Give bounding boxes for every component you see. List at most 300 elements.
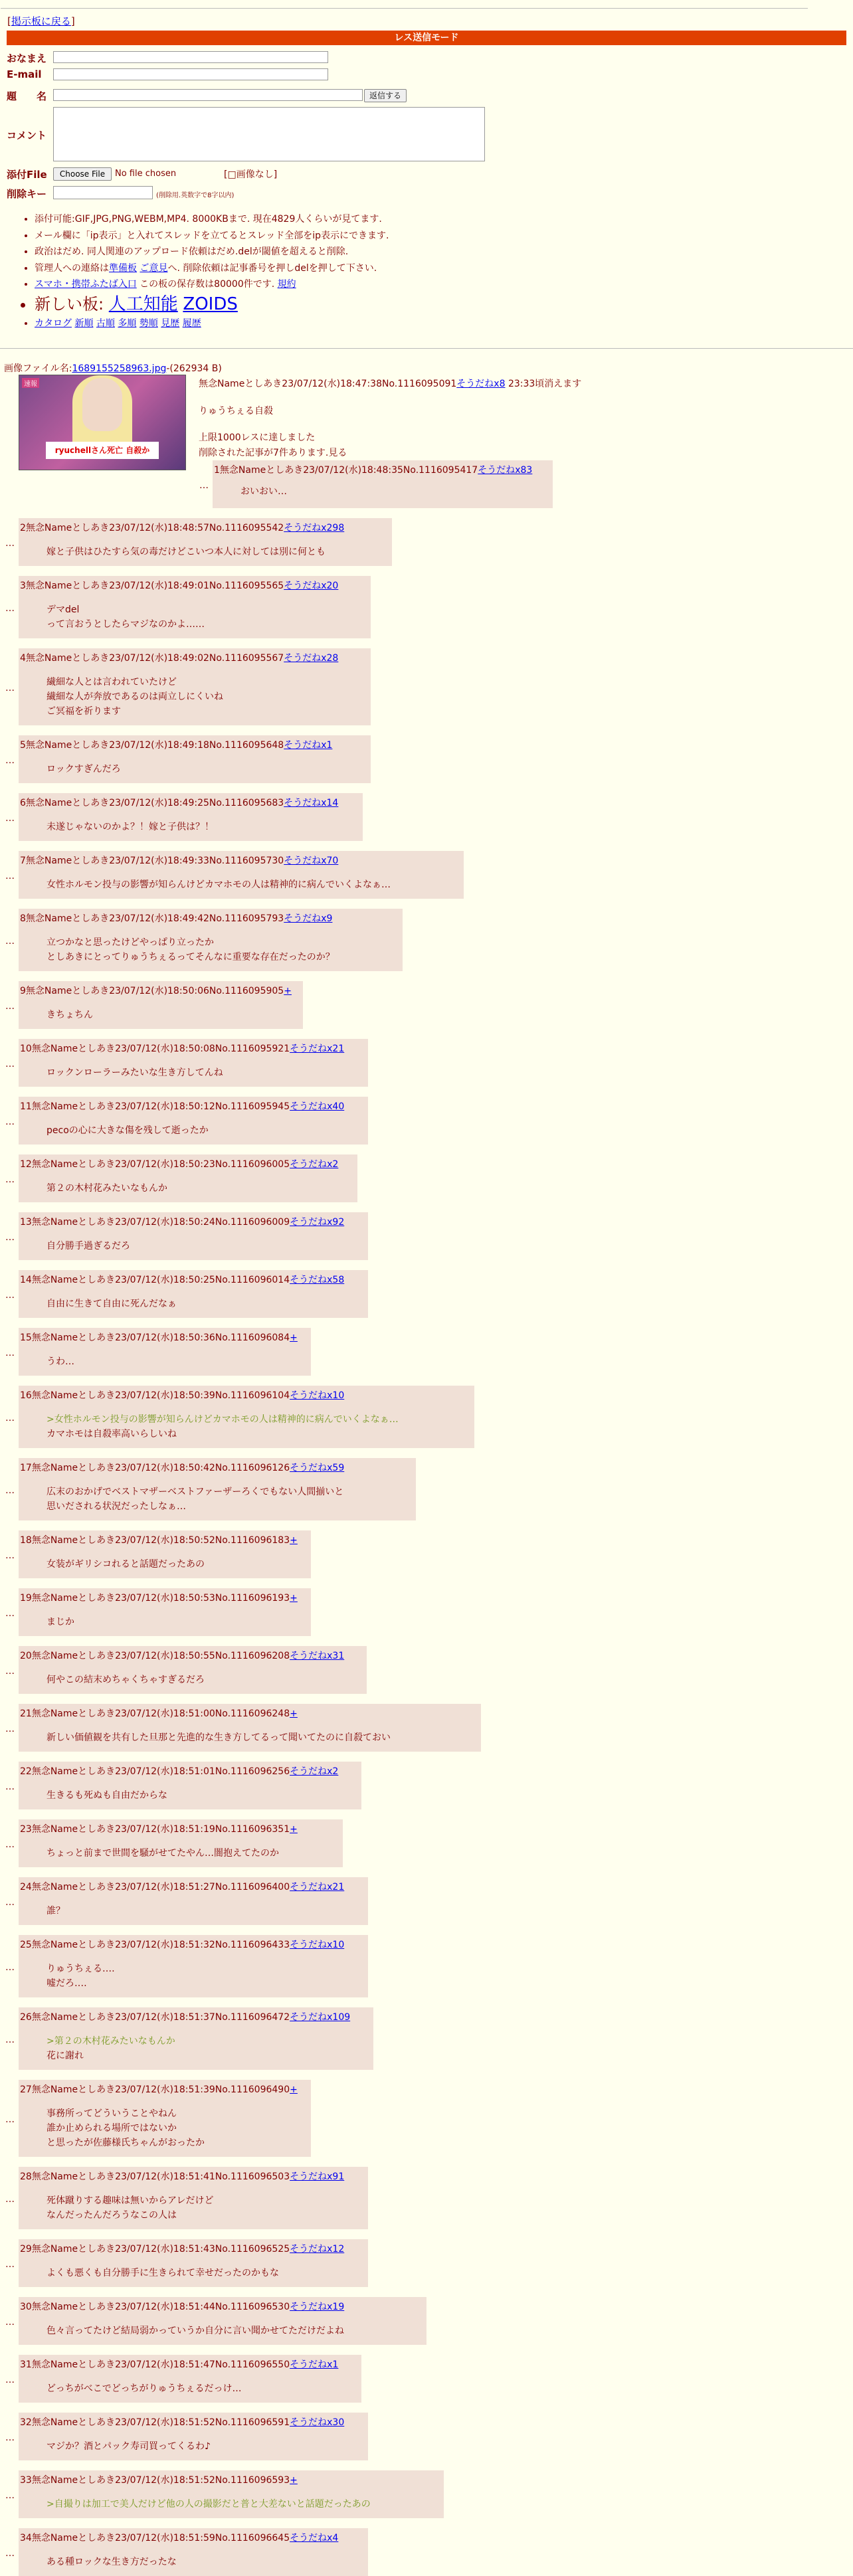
reply-meta[interactable]: 無念Nameとしあき23/07/12(水)18:51:00No.1116096248 xyxy=(31,1708,290,1719)
reply-marker: … xyxy=(5,936,15,947)
reply-post xyxy=(19,1212,368,1260)
reply-marker: … xyxy=(5,871,15,881)
sodane-link[interactable]: そうだねx30 xyxy=(290,2417,345,2428)
reply-post xyxy=(19,1386,474,1448)
info-item: • メール欄に「ip表示」と入れてスレッドを立てるとスレッド全部をip表示にできます. xyxy=(35,228,684,244)
reply-post xyxy=(19,1588,311,1636)
reply-body-line: どっちがべこでどっちがりゅうちぇるだっけ… xyxy=(47,2383,242,2394)
sodane-link[interactable]: + xyxy=(290,1333,298,1343)
board-info xyxy=(20,211,684,331)
reply-body-line: 嫁と子供はひたすら気の毒だけどこいつ本人に対しては別に何とも xyxy=(47,547,326,557)
reply-marker: … xyxy=(5,2114,15,2125)
reply-meta[interactable]: 無念Nameとしあき23/07/12(水)18:51:01No.1116096256 xyxy=(31,1766,290,1777)
prep-board-link[interactable]: 準備板 xyxy=(109,262,137,274)
thumb-caption: ryuchellさん死亡 自殺か xyxy=(46,442,159,459)
quote-text: >自撮りは加工で美人だけど他の人の撮影だと普と大差ないと話題だったあの xyxy=(47,2499,371,2510)
reply-marker: … xyxy=(5,2375,15,2385)
no-image-checkbox[interactable]: [□画像なし] xyxy=(224,169,278,180)
reply-meta[interactable]: 無念Nameとしあき23/07/12(水)18:48:57No.1116095542 xyxy=(25,523,284,533)
thumb-tag: 速報 xyxy=(22,378,39,388)
reply-header xyxy=(20,651,338,664)
reply-marker: … xyxy=(5,1413,15,1424)
reply-number: 33 xyxy=(20,2475,32,2486)
board-links xyxy=(35,316,684,332)
reply-body-line: よくも悪くも自分勝手に生きられて幸せだったのかもな xyxy=(47,2268,279,2278)
reply-body-line: 花に謝れ xyxy=(47,2051,84,2061)
reply-body-line: って言おうとしたらマジなのかよ…… xyxy=(47,619,205,630)
sodane-link[interactable]: そうだねx70 xyxy=(284,856,339,866)
reply-number: 12 xyxy=(20,1159,32,1170)
op-header: 無念Nameとしあき23/07/12(水)18:47:38No.1116095091そうだねx8 23:33頃消えます xyxy=(199,379,582,389)
op-body-line: りゅうちぇる自殺 xyxy=(199,406,273,416)
sort-many-link[interactable]: 多順 xyxy=(118,318,137,329)
reply-body-line: 誰？ xyxy=(47,1906,65,1916)
image-file-link[interactable]: 1689155258963.jpg xyxy=(72,363,167,374)
reply-number: 13 xyxy=(20,1217,32,1228)
reply-header xyxy=(20,2531,338,2544)
reply-body-line: 女性ホルモン投与の影響が知らんけどカマホモの人は精神的に病んでいくよなぁ… xyxy=(47,879,391,890)
reply-header xyxy=(20,1215,344,1228)
reply-number: 27 xyxy=(20,2084,32,2095)
sort-momentum-link[interactable]: 勢順 xyxy=(139,318,158,329)
board-ai-link[interactable]: 人工知能 xyxy=(108,294,178,314)
email-label: E-mail xyxy=(7,68,42,80)
reply-marker: … xyxy=(5,2035,15,2045)
reply-marker: … xyxy=(5,1232,15,1243)
reply-marker: … xyxy=(5,2548,15,2559)
reply-number: 32 xyxy=(20,2417,32,2428)
reply-header xyxy=(20,1461,344,1474)
reply-post xyxy=(19,1097,368,1145)
reply-post xyxy=(19,2470,444,2518)
reply-body-line: カマホモは自殺率高いらしいね xyxy=(47,1429,177,1439)
subject-input[interactable] xyxy=(53,89,363,101)
sodane-link[interactable]: そうだねx14 xyxy=(284,798,339,808)
reply-meta[interactable]: 無念Nameとしあき23/07/12(水)18:51:52No.1116096593 xyxy=(31,2475,290,2486)
reply-post xyxy=(19,2355,361,2403)
reply-body-line: pecoの心に大きな傷を残して逝ったか xyxy=(47,1125,209,1136)
reply-meta[interactable]: 無念Nameとしあき23/07/12(水)18:51:32No.1116096433 xyxy=(31,1940,290,1950)
sodane-link[interactable]: そうだねx2 xyxy=(290,1159,339,1170)
reply-meta[interactable]: 無念Nameとしあき23/07/12(水)18:49:42No.1116095793 xyxy=(25,913,284,924)
reply-marker: … xyxy=(5,1001,15,1012)
reply-marker: … xyxy=(5,1174,15,1185)
delete-key-label: 削除キー xyxy=(7,188,47,200)
reply-post xyxy=(19,851,464,899)
reply-body-line: ある種ロックな生き方だったな xyxy=(47,2557,177,2567)
sodane-link[interactable]: そうだねx1 xyxy=(284,740,333,751)
reply-meta[interactable]: 無念Nameとしあき23/07/12(水)18:50:53No.1116096193 xyxy=(31,1593,290,1604)
sort-new-link[interactable]: 新順 xyxy=(74,318,94,329)
back-nav: [掲示板に戻る] xyxy=(7,15,75,27)
reply-header xyxy=(20,984,292,997)
reply-post xyxy=(19,735,371,783)
sodane-link[interactable]: そうだねx10 xyxy=(290,1940,345,1950)
reply-number: 7 xyxy=(20,856,26,866)
name-label: おなまえ xyxy=(7,52,47,64)
reply-body-line: 女装がギリシコれると話題だったあの xyxy=(47,1559,205,1570)
reply-meta[interactable]: 無念Nameとしあき23/07/12(水)18:50:24No.1116096009 xyxy=(31,1217,290,1228)
sodane-link[interactable]: + xyxy=(290,1535,298,1546)
reply-header xyxy=(20,1331,298,1344)
reply-marker: … xyxy=(5,1290,15,1301)
reply-marker: … xyxy=(5,538,15,549)
reply-body-line: 未遂じゃないのかよ？！嫁と子供は？！ xyxy=(47,822,214,832)
reply-number: 25 xyxy=(20,1940,32,1950)
new-boards: • 新しい板: 人工知能 ZOIDS xyxy=(35,293,684,316)
reply-number: 3 xyxy=(20,581,26,591)
reply-number: 14 xyxy=(20,1275,32,1285)
reply-marker: … xyxy=(5,1724,15,1734)
reply-body-line: 嘘だろ‥‥ xyxy=(47,1978,87,1989)
reply-meta[interactable]: 無念Nameとしあき23/07/12(水)18:49:18No.1116095648 xyxy=(25,740,284,751)
reply-body-line: 誰か止められる場所ではないか xyxy=(47,2123,177,2134)
reply-post xyxy=(19,2528,368,2576)
reply-mode-banner: レス送信モード xyxy=(7,31,846,45)
rules-link[interactable]: 規約 xyxy=(277,279,296,290)
name-input[interactable] xyxy=(53,51,328,63)
sodane-link[interactable]: そうだねx8 xyxy=(456,379,506,389)
info-item: • 添付可能:GIF,JPG,PNG,WEBM,MP4. 8000KBまで. 現在4829人くらいが見てます. xyxy=(35,211,684,228)
image-filename: 画像ファイル名:1689155258963.jpg-(262934 B) xyxy=(4,363,222,374)
reply-marker: … xyxy=(5,2194,15,2205)
reply-post xyxy=(19,2167,368,2229)
reply-marker: … xyxy=(5,1608,15,1619)
sodane-link[interactable]: そうだねx21 xyxy=(290,1044,345,1054)
reply-post xyxy=(19,2239,368,2287)
file-label: 添付File xyxy=(7,169,47,181)
sort-old-link[interactable]: 古順 xyxy=(96,318,115,329)
reply-header xyxy=(20,1649,344,1662)
reply-body-line: りゅうちぇる‥‥ xyxy=(47,1964,115,1974)
sodane-link[interactable]: そうだねx1 xyxy=(290,2359,339,2370)
reply-post xyxy=(19,518,392,566)
sodane-link[interactable]: そうだねx31 xyxy=(290,1651,345,1661)
sodane-link[interactable]: そうだねx4 xyxy=(290,2533,339,2543)
choose-file-button[interactable]: Choose File xyxy=(53,167,112,181)
reply-header xyxy=(20,579,338,592)
reply-post xyxy=(19,1530,311,1578)
reply-number: 11 xyxy=(20,1101,32,1112)
reply-post xyxy=(19,1877,368,1925)
reply-header xyxy=(20,2300,344,2313)
reply-number: 15 xyxy=(20,1333,32,1343)
board-zoids-link[interactable]: ZOIDS xyxy=(183,294,238,314)
op-body-line: 上限1000レスに達しました xyxy=(199,432,316,443)
sodane-link[interactable]: + xyxy=(290,1824,298,1835)
reply-body-line: としあきにとってりゅうちぇるってそんなに重要な存在だったのか？ xyxy=(47,952,335,963)
info-item: • 政治はだめ. 同人関連のアップロード依頼はだめ.delが閾値を超えると削除. xyxy=(35,244,684,260)
reply-post xyxy=(19,1154,357,1202)
info-item: • スマホ・携帯ふたば入口 この板の保存数は80000件です. 規約 xyxy=(35,276,684,293)
reply-post xyxy=(19,2007,373,2070)
submit-button[interactable]: 返信する xyxy=(364,89,407,102)
delete-key-input[interactable] xyxy=(53,186,153,199)
reply-meta[interactable]: 無念Nameとしあき23/07/12(水)18:50:36No.1116096084 xyxy=(31,1333,290,1343)
reply-meta[interactable]: 無念Nameとしあき23/07/12(水)18:51:19No.1116096351 xyxy=(31,1824,290,1835)
sodane-link[interactable]: + xyxy=(290,2475,298,2486)
reply-post xyxy=(19,981,303,1029)
reply-header xyxy=(214,463,532,476)
reply-marker: … xyxy=(5,683,15,693)
reply-header xyxy=(20,738,332,751)
reply-meta[interactable]: 無念Nameとしあき23/07/12(水)18:50:08No.1116095921 xyxy=(31,1044,290,1054)
reply-header xyxy=(20,1764,338,1778)
reply-header xyxy=(20,1880,344,1893)
reply-header xyxy=(20,1706,298,1720)
reply-body-line: 思いだされる状況だったしなぁ… xyxy=(47,1501,186,1512)
reply-header xyxy=(20,2169,344,2183)
reply-marker: … xyxy=(5,1485,15,1496)
reply-marker: … xyxy=(5,1117,15,1127)
reply-body-line: なんだったんだろうなこの人は xyxy=(47,2210,177,2221)
reply-body-line: 自由に生きて自由に死んだなぁ xyxy=(47,1299,177,1309)
reply-body-line: 事務所ってどういうことやねん xyxy=(47,2108,177,2119)
reply-body-line: うわ… xyxy=(47,1356,74,1367)
reply-body-line: 第２の木村花みたいなもんか xyxy=(47,1183,167,1194)
reply-post xyxy=(19,1328,311,1376)
reply-meta[interactable]: 無念Nameとしあき23/07/12(水)18:51:44No.1116096530 xyxy=(31,2302,290,2312)
comment-label: コメント xyxy=(7,130,47,141)
email-input[interactable] xyxy=(53,68,328,80)
mobile-entry-link[interactable]: スマホ・携帯ふたば入口 xyxy=(35,279,137,290)
reply-meta[interactable]: 無念Nameとしあき23/07/12(水)18:50:06No.1116095905 xyxy=(25,986,284,996)
sodane-link[interactable]: そうだねx92 xyxy=(290,1217,345,1228)
reply-body-line: 繊細な人が奔放であるのは両立しにくいね xyxy=(47,691,223,702)
reply-header xyxy=(20,1157,338,1170)
reply-post xyxy=(19,2080,311,2157)
reply-body-line: 何やこの結末めちゃくちゃすぎるだろ xyxy=(47,1675,205,1685)
reply-post xyxy=(19,2297,427,2345)
sodane-link[interactable]: そうだねx298 xyxy=(284,523,345,533)
reply-header xyxy=(20,2082,298,2096)
reply-marker: … xyxy=(5,1550,15,1561)
reply-number: 17 xyxy=(20,1463,32,1473)
reply-number: 5 xyxy=(20,740,26,751)
reply-body-line: 自分勝手過ぎるだろ xyxy=(47,1241,130,1251)
reply-marker: … xyxy=(5,1962,15,1973)
top-divider xyxy=(1,8,808,9)
reply-number: 10 xyxy=(20,1044,32,1054)
reply-meta[interactable]: 無念Nameとしあき23/07/12(水)18:49:01No.1116095565 xyxy=(25,581,284,591)
reply-marker: … xyxy=(5,1897,15,1908)
subject-label: 題 名 xyxy=(7,90,47,102)
reply-header xyxy=(20,1591,298,1604)
reply-number: 18 xyxy=(20,1535,32,1546)
file-status: No file chosen xyxy=(115,169,177,179)
reply-number: 31 xyxy=(20,2359,32,2370)
reply-header xyxy=(20,1099,344,1113)
sodane-link[interactable]: そうだねx109 xyxy=(290,2012,351,2023)
reply-header xyxy=(20,1533,298,1546)
feedback-link[interactable]: ご意見 xyxy=(140,262,168,274)
sodane-link[interactable]: そうだねx9 xyxy=(284,913,333,924)
reply-body-line: ロックンローラーみたいな生き方してんね xyxy=(47,1067,223,1078)
sodane-link[interactable]: + xyxy=(290,1593,298,1604)
reply-header xyxy=(20,1273,344,1286)
reply-header xyxy=(20,1822,298,1835)
reply-body-line: まじか xyxy=(47,1617,74,1627)
reply-marker: … xyxy=(5,755,15,766)
reply-number: 30 xyxy=(20,2302,32,2312)
reply-post xyxy=(19,1646,367,1694)
reply-meta[interactable]: 無念Nameとしあき23/07/12(水)18:50:23No.1116096005 xyxy=(31,1159,290,1170)
reply-marker: … xyxy=(5,2317,15,2328)
sodane-link[interactable]: + xyxy=(290,1708,298,1719)
reply-number: 1 xyxy=(214,465,220,476)
reply-body-line: 死体蹴りする趣味は無いからアレだけど xyxy=(47,2195,214,2206)
reply-number: 16 xyxy=(20,1390,32,1401)
reply-number: 29 xyxy=(20,2244,32,2254)
reply-number: 2 xyxy=(20,523,26,533)
reply-post xyxy=(19,1935,368,1997)
reply-meta[interactable]: 無念Nameとしあき23/07/12(水)18:51:43No.1116096525 xyxy=(31,2244,290,2254)
reply-body-line xyxy=(47,2034,175,2047)
op-body-line: 削除された記事が7件あります.見る xyxy=(199,448,347,458)
sodane-link[interactable]: そうだねx20 xyxy=(284,581,339,591)
reply-body-line: デマdel xyxy=(47,604,80,615)
sodane-link[interactable]: そうだねx28 xyxy=(284,653,339,664)
sodane-link[interactable]: そうだねx91 xyxy=(290,2171,345,2182)
reply-header xyxy=(20,796,338,809)
reply-post xyxy=(19,1762,361,1809)
reply-body-line: 立つかなと思ったけどやっぱり立ったか xyxy=(47,937,214,948)
thread-thumbnail[interactable] xyxy=(19,375,186,470)
sodane-link[interactable]: そうだねx21 xyxy=(290,1882,345,1892)
reply-header xyxy=(20,2415,344,2429)
reply-marker: … xyxy=(5,1059,15,1069)
reply-post xyxy=(19,1458,416,1520)
reply-meta[interactable]: 無念Nameとしあき23/07/12(水)18:49:25No.1116095683 xyxy=(25,798,284,808)
quote-text: >第２の木村花みたいなもんか xyxy=(47,2036,175,2047)
reply-header xyxy=(20,2473,298,2486)
reply-post xyxy=(19,1039,368,1087)
reply-number: 9 xyxy=(20,986,26,996)
reply-body-line: 新しい価値観を共有した旦那と先進的な生き方してるって聞いてたのに自殺ておい xyxy=(47,1732,391,1743)
reply-body-line xyxy=(47,2497,371,2510)
sodane-link[interactable]: そうだねx2 xyxy=(290,1766,339,1777)
reply-body-line: ご冥福を祈ります xyxy=(47,706,121,717)
reply-post xyxy=(19,576,371,638)
reply-meta[interactable]: 無念Nameとしあき23/07/12(水)18:51:41No.1116096503 xyxy=(31,2171,290,2182)
reply-meta[interactable]: 無念Nameとしあき23/07/12(水)18:49:02No.1116095567 xyxy=(25,653,284,664)
sodane-link[interactable]: そうだねx40 xyxy=(290,1101,345,1112)
reply-marker: … xyxy=(5,1348,15,1358)
reply-number: 22 xyxy=(20,1766,32,1777)
reply-marker: … xyxy=(5,603,15,614)
reply-header xyxy=(20,1042,344,1055)
info-item: • 管理人への連絡は準備板 ご意見へ. 削除依頼は記事番号を押しdelを押して下さい. xyxy=(35,260,684,277)
reply-marker: … xyxy=(5,1839,15,1850)
reply-number: 34 xyxy=(20,2533,32,2543)
back-to-board-link[interactable]: 掲示板に戻る xyxy=(11,15,71,27)
reply-number: 21 xyxy=(20,1708,32,1719)
reply-post xyxy=(19,648,371,725)
reply-meta[interactable]: 無念Nameとしあき23/07/12(水)18:49:33No.1116095730 xyxy=(25,856,284,866)
sodane-link[interactable]: そうだねx12 xyxy=(290,2244,345,2254)
catalog-link[interactable]: カタログ xyxy=(35,318,72,329)
reply-marker: … xyxy=(5,2433,15,2443)
reply-post xyxy=(19,1704,481,1752)
reply-header xyxy=(20,521,344,534)
reply-body-line: マジか？酒とパック寿司買ってくるわ♪ xyxy=(47,2441,211,2452)
reply-marker: … xyxy=(5,2490,15,2501)
reply-body-line: と思ったが佐藤様氏ちゃんがおったか xyxy=(47,2138,205,2148)
reply-header xyxy=(20,1388,344,1402)
history-link[interactable]: 履歴 xyxy=(182,318,201,329)
content-divider xyxy=(0,348,853,349)
reply-header xyxy=(20,2357,338,2371)
reply-number: 8 xyxy=(20,913,26,924)
reply-meta[interactable]: 無念Nameとしあき23/07/12(水)18:51:37No.1116096472 xyxy=(31,2012,290,2023)
reply-meta[interactable]: 無念Nameとしあき23/07/12(水)18:50:12No.1116095945 xyxy=(31,1101,290,1112)
reply-body-line: おいおい… xyxy=(240,486,287,497)
reply-body-line: ちょっと前まで世間を騒がせてたやん…闇抱えてたのか xyxy=(47,1848,279,1859)
reply-body-line: ロックすぎんだろ xyxy=(47,764,121,775)
reply-meta[interactable]: 無念Nameとしあき23/07/12(水)18:48:35No.1116095417 xyxy=(219,465,478,476)
sodane-link[interactable]: + xyxy=(290,2084,298,2095)
reply-post xyxy=(19,793,363,841)
reply-meta[interactable]: 無念Nameとしあき23/07/12(水)18:51:59No.1116096645 xyxy=(31,2533,290,2543)
reply-body-line: 色々言ってたけど結局弱かっていうか自分に言い聞かせてただけだよね xyxy=(47,2326,344,2336)
reply-body-line: 繊細な人とは言われていたけど xyxy=(47,677,177,688)
reply-meta[interactable]: 無念Nameとしあき23/07/12(水)18:50:42No.1116096126 xyxy=(31,1463,290,1473)
reply-marker: … xyxy=(5,813,15,824)
reply-number: 23 xyxy=(20,1824,32,1835)
reply-marker: … xyxy=(5,1782,15,1792)
reply-number: 26 xyxy=(20,2012,32,2023)
sodane-link[interactable]: そうだねx10 xyxy=(290,1390,345,1401)
reply-meta[interactable]: 無念Nameとしあき23/07/12(水)18:50:39No.1116096104 xyxy=(31,1390,290,1401)
reply-post xyxy=(19,2413,368,2460)
reply-post xyxy=(19,1819,343,1867)
sodane-link[interactable]: + xyxy=(284,986,292,996)
sodane-link[interactable]: そうだねx83 xyxy=(478,465,533,476)
reply-meta[interactable]: 無念Nameとしあき23/07/12(水)18:50:55No.1116096208 xyxy=(31,1651,290,1661)
reply-number: 4 xyxy=(20,653,26,664)
reply-number: 19 xyxy=(20,1593,32,1604)
reply-number: 28 xyxy=(20,2171,32,2182)
view-history-link[interactable]: 見歴 xyxy=(161,318,180,329)
reply-meta[interactable]: 無念Nameとしあき23/07/12(水)18:51:39No.1116096490 xyxy=(31,2084,290,2095)
reply-meta[interactable]: 無念Nameとしあき23/07/12(水)18:50:52No.1116096183 xyxy=(31,1535,290,1546)
delete-key-note: (削除用.英数字で8字以内) xyxy=(156,192,235,199)
reply-meta[interactable]: 無念Nameとしあき23/07/12(水)18:50:25No.1116096014 xyxy=(31,1275,290,1285)
reply-header xyxy=(20,911,332,925)
reply-body-line xyxy=(47,1412,399,1426)
reply-header xyxy=(20,2242,344,2255)
reply-post xyxy=(19,909,403,971)
reply-meta[interactable]: 無念Nameとしあき23/07/12(水)18:51:47No.1116096550 xyxy=(31,2359,290,2370)
reply-meta[interactable]: 無念Nameとしあき23/07/12(水)18:51:27No.1116096400 xyxy=(31,1882,290,1892)
reply-post xyxy=(19,1270,368,1318)
reply-number: 24 xyxy=(20,1882,32,1892)
reply-number: 6 xyxy=(20,798,26,808)
reply-marker: … xyxy=(5,1666,15,1677)
sodane-link[interactable]: そうだねx59 xyxy=(290,1463,345,1473)
reply-marker: … xyxy=(5,2259,15,2270)
comment-textarea[interactable] xyxy=(53,107,485,161)
reply-body-line: 生きるも死ぬも自由だからな xyxy=(47,1790,167,1801)
reply-header xyxy=(20,2010,350,2023)
reply-meta[interactable]: 無念Nameとしあき23/07/12(水)18:51:52No.1116096591 xyxy=(31,2417,290,2428)
sodane-link[interactable]: そうだねx19 xyxy=(290,2302,345,2312)
reply-header xyxy=(20,854,338,867)
reply-header xyxy=(20,1938,344,1951)
quote-text: >女性ホルモン投与の影響が知らんけどカマホモの人は精神的に病んでいくよなぁ… xyxy=(47,1414,399,1425)
sodane-link[interactable]: そうだねx58 xyxy=(290,1275,345,1285)
reply-post xyxy=(213,460,553,508)
